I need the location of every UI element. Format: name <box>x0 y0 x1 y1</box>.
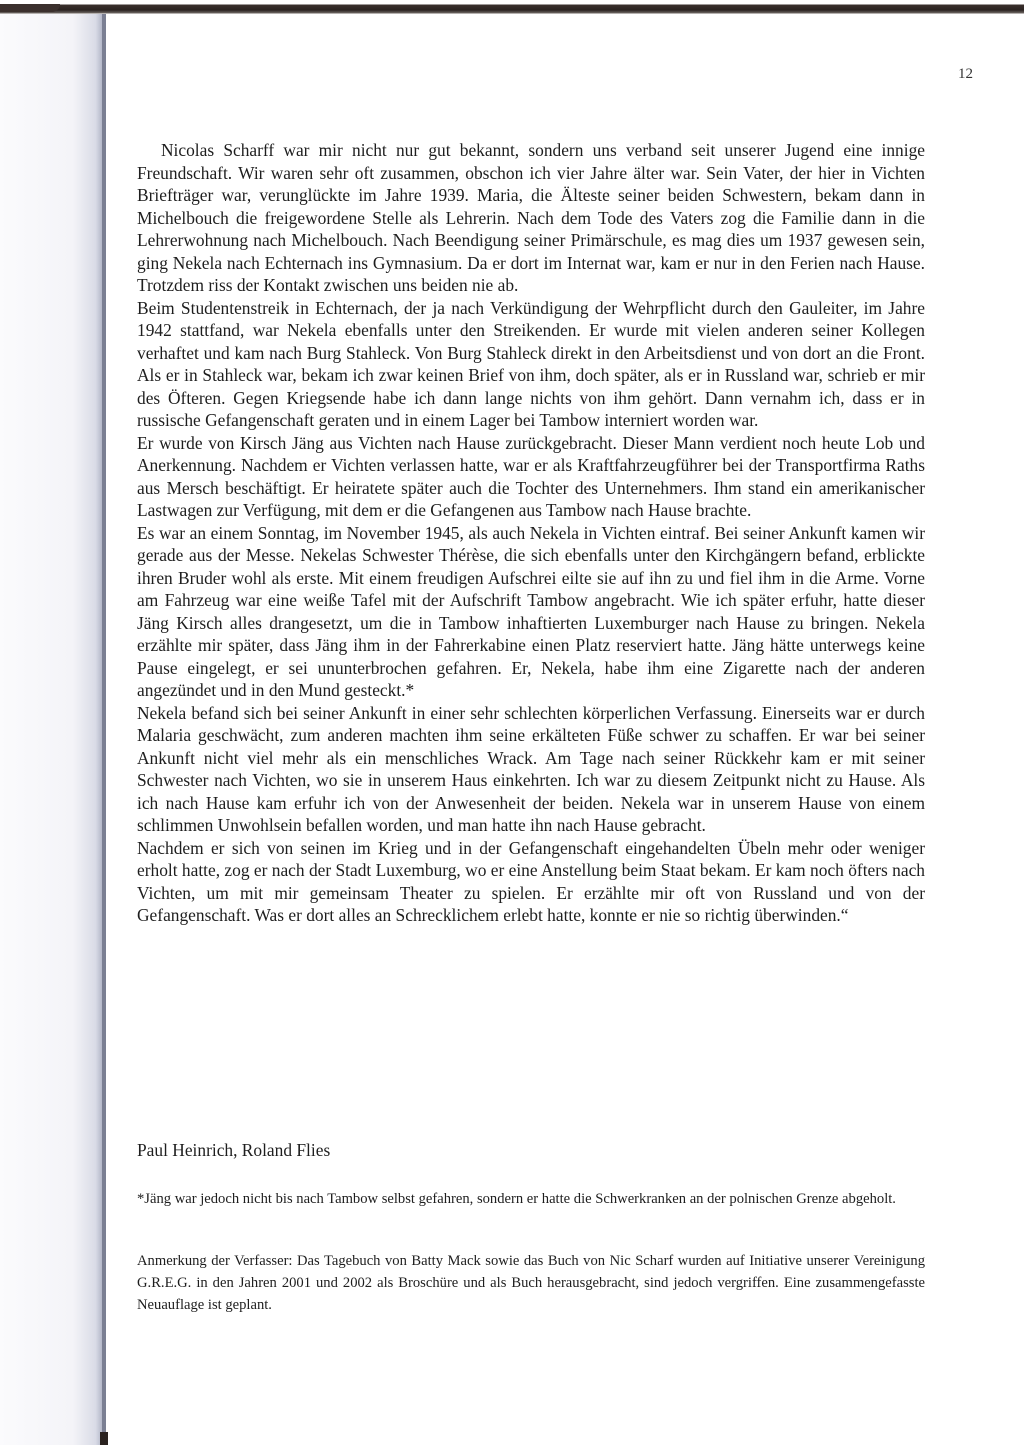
authors-note: Anmerkung der Verfasser: Das Tagebuch von Batty Mack sowie das Buch von Nic Scharf wurden auf Initiative unserer Vereinigung G.R.E.G. in den Jahren 2001 und 2002 als Broschüre und als Buch herausgebracht, sind jedoch vergriffen. Eine zusammengefasste Neuauflage ist geplant. <box>137 1253 925 1313</box>
paragraph: Er wurde von Kirsch Jäng aus Vichten nach Hause zurückgebracht. Dieser Mann verdient noch heute Lob und Anerkennung. Nachdem er Vichten verlassen hatte, war er als Kraftfahrzeugführer bei der Transportfirma Raths aus Mersch beschäftigt. Er heiratete später auch die Tochter des Unternehmers. Ihm stand ein amerikanischer Lastwagen zur Verfügung, mit dem er die Gefangenen aus Tambow nach Hause brachte. <box>137 432 925 520</box>
paragraph: Nachdem er sich von seinen im Krieg und in der Gefangenschaft eingehandelten Übeln mehr oder weniger erholt hatte, zog er nach der Stadt Luxemburg, wo er eine Anstellung beim Staat bekam. Er kam noch öfters nach Vichten, um mit mir gemeinsam Theater zu spielen. Er erzählte mir oft von Russland und von der Gefangenschaft. Was er dort alles an Schrecklichem erlebt hatte, konnte er nie so richtig überwinden.“ <box>137 837 925 925</box>
scan-top-edge <box>0 0 1024 14</box>
main-text <box>137 139 925 927</box>
authors-signature: Paul Heinrich, Roland Flies <box>137 1140 331 1160</box>
paragraph: Nekela befand sich bei seiner Ankunft in einer sehr schlechten körperlichen Verfassung. Einerseits war er durch Malaria geschwächt, zum anderen machten ihm seine erkälteten Füße schwer zu schaffen. Er war bei seiner Ankunft nicht viel mehr als ein menschliches Wrack. Am Tage nach seiner Rückkehr kam er mit seiner Schwester nach Vichten, wo sie in unserem Haus einkehrten. Ich war zu diesem Zeitpunkt nicht zu Hause. Als ich nach Hause kam erfuhr ich von der Anwesenheit der beiden. Nekela war in unserem Hause von einem schlimmen Unwohlsein befallen worden, und man hatte ihn nach Hause gebracht. <box>137 702 925 835</box>
paragraph: Beim Studentenstreik in Echternach, der ja nach Verkündigung der Wehrpflicht durch den Gauleiter, im Jahre 1942 stattfand, war Nekela ebenfalls unter den Streikenden. Er wurde mit vielen anderen seiner Kollegen verhaftet und kam nach Burg Stahleck. Von Burg Stahleck direkt in den Arbeitsdienst und von dort an die Front. Als er in Stahleck war, bekam ich zwar keinen Brief von ihm, doch später, als er in Russland war, schrieb er mir des Öfteren. Gegen Kriegsende habe ich dann lange nichts von ihm gehört. Dann vernahm ich, dass er in russische Gefangenschaft geraten und in einem Lager bei Tambow interniert worden war. <box>137 297 925 430</box>
facing-page-edge <box>0 14 104 1445</box>
paragraph: Es war an einem Sonntag, im November 1945, als auch Nekela in Vichten eintraf. Bei seiner Ankunft kamen wir gerade aus der Messe. Nekelas Schwester Thérèse, die sich ebenfalls unter den Kirchgängern befand, erblickte ihren Bruder wohl als erste. Mit einem freudigen Aufschrei eilte sie auf ihn zu und fiel ihm in die Arme. Vorne am Fahrzeug war eine weiße Tafel mit der Aufschrift Tambow angebracht. Wie ich später erfuhr, hatte dieser Jäng Kirsch alles drangesetzt, um die in Tambow inhaftierten Luxemburger nach Hause zu bringen. Nekela erzählte mir später, dass Jäng ihm in der Fahrerkabine einen Platz reserviert hatte. Jäng hätte unterwegs keine Pause eingelegt, er sei ununterbrochen gefahren. Er, Nekela, habe ihm eine Zigarette nach der anderen angezündet und in den Mund gesteckt.* <box>137 522 925 700</box>
scan-top-left-shadow <box>0 4 60 12</box>
paragraph: Nicolas Scharff war mir nicht nur gut bekannt, sondern uns verband seit unserer Jugend eine innige Freundschaft. Wir waren sehr oft zusammen, obschon ich vier Jahre älter war. Sein Vater, der hier in Vichten Briefträger war, verunglückte im Jahre 1939. Maria, die Älteste seiner beiden Schwestern, bekam dann in Michelbouch die freigewordene Stelle als Lehrerin. Nach dem Tode des Vaters zog die Familie dann in die Lehrerwohnung nach Michelbouch. Nach Beendigung seiner Primärschule, es mag dies um 1937 gewesen sein, ging Nekela nach Echternach ins Gymnasium. Da er dort im Internat war, kam er nur in den Ferien nach Hause. Trotzdem riss der Kontakt zwischen uns beiden nie ab. <box>137 140 925 295</box>
footnote: *Jäng war jedoch nicht bis nach Tambow selbst gefahren, sondern er hatte die Schwerkranken an der polnischen Grenze abgeholt. <box>137 1191 896 1207</box>
book-spine <box>102 14 106 1445</box>
page-number: 12 <box>958 66 973 82</box>
book-spine-bottom <box>100 1432 108 1445</box>
